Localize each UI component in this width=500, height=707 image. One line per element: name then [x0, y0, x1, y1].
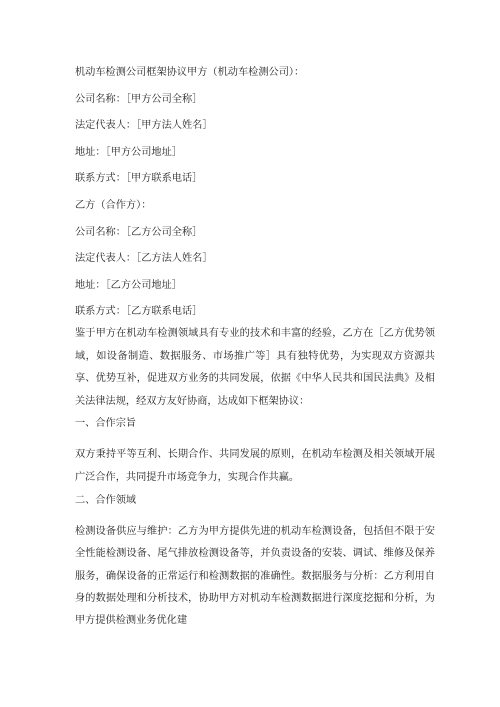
section-2-paragraph: 检测设备供应与维护：乙方为甲方提供先进的机动车检测设备，包括但不限于安全性能检测设备、尾气排放检测设备等，并负责设备的安装、调试、维修及保养服务，确保设备的正常运行和检测数据的准确性。数据服务与分析：乙方利用自身的数据处理和分析技术，协助甲方对机动车检测数据进行深度挖掘和分析，为甲方提供检测业务优化建: [75, 525, 435, 627]
party-a-address: 地址：［甲方公司地址］: [75, 146, 182, 158]
party-a-contact: 联系方式：［甲方联系电话］: [75, 173, 203, 185]
party-b-company-name: 公司名称：［乙方公司全称］: [75, 226, 203, 238]
section-1-paragraph: 双方秉持平等互利、长期合作、共同发展的原则，在机动车检测及相关领域开展广泛合作，共同提升市场竞争力，实现合作共赢。: [75, 449, 435, 483]
party-b-legal-rep: 法定代表人：［乙方法人姓名］: [75, 253, 213, 265]
party-a-company-name: 公司名称：［甲方公司全称］: [75, 93, 203, 105]
party-b-heading: 乙方（合作方）：: [75, 199, 152, 211]
preamble-paragraph: 鉴于甲方在机动车检测领域具有专业的技术和丰富的经验，乙方在［乙方优势领域，如设备制造、数据服务、市场推广等］具有独特优势，为实现双方资源共享、优势互补，促进双方业务的共同发展，依据《中华人民共和国民法典》及相关法律法规，经双方友好协商，达成如下框架协议：: [75, 328, 435, 407]
section-1-heading: 一、合作宗旨: [75, 418, 137, 430]
party-b-contact: 联系方式：［乙方联系电话］: [75, 306, 203, 318]
section-2-heading: 二、合作领域: [75, 494, 137, 506]
party-b-address: 地址：［乙方公司地址］: [75, 279, 182, 291]
document-body: [75, 66, 435, 633]
document-title: 机动车检测公司框架协议甲方（机动车检测公司）：: [75, 67, 305, 78]
party-a-legal-rep: 法定代表人：［甲方法人姓名］: [75, 120, 213, 132]
